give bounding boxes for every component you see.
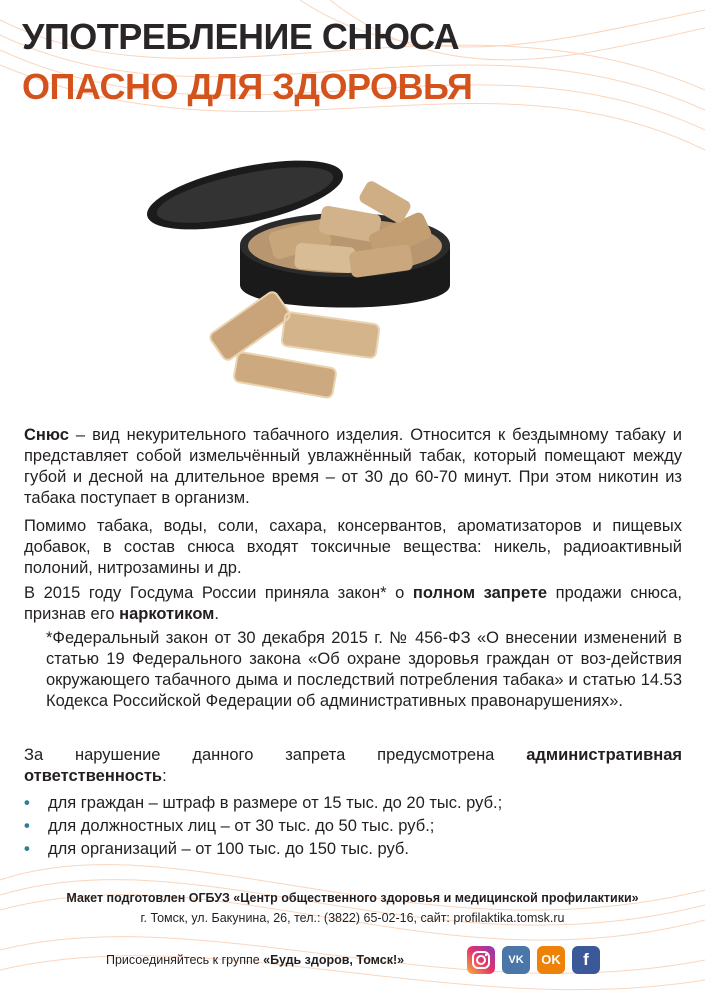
fines-list	[24, 792, 502, 861]
join-group-text: Присоединяйтесь к группе «Будь здоров, Томск!»	[106, 953, 405, 967]
footer-address: г. Томск, ул. Бакунина, 26, тел.: (3822) 65-02-16, сайт: profilaktika.tomsk.ru	[140, 911, 565, 925]
law-text-1: В 2015 году Госдума России приняла закон* о	[24, 584, 413, 602]
law-paragraph	[24, 583, 682, 625]
ingredients-paragraph: Помимо табака, воды, соли, сахара, консервантов, ароматизаторов и пищевых добавок, в состав снюса входят токсичные вещества: никель, радиоактивный полоний, нитрозамины и др.	[24, 517, 682, 577]
list-item: • для граждан – штраф в размере от 15 тыс. до 20 тыс. руб.;	[24, 792, 502, 815]
odnoklassniki-icon[interactable]: OK	[537, 946, 565, 974]
responsibility-paragraph	[24, 745, 682, 787]
footnote-paragraph: *Федеральный закон от 30 декабря 2015 г. № 456-ФЗ «О внесении изменений в статью 19 Федерального закона «Об охране здоровья граждан от воз-действия окружающего табачного дыма и последствий потребления табака» и статью 14.53 Кодекса Российской Федерации об административных правонарушениях».	[46, 629, 682, 710]
list-item: • для должностных лиц – от 30 тыс. до 50 тыс. руб.;	[24, 815, 502, 838]
responsibility-text-1: За нарушение данного запрета предусмотрена	[24, 746, 527, 764]
law-text-2: продажи снюса, признав его	[24, 584, 683, 623]
facebook-icon[interactable]: f	[572, 946, 600, 974]
footer-organization: Макет подготовлен ОГБУЗ «Центр общественного здоровья и медицинской профилактики»	[66, 891, 639, 905]
group-name: «Будь здоров, Томск!»	[263, 953, 405, 967]
law-text-3: .	[214, 605, 219, 623]
responsibility-text-2: :	[162, 767, 167, 785]
bullet-icon: •	[24, 817, 30, 835]
law-bold-ban: полном запрете	[412, 584, 548, 602]
title-line-1: УПОТРЕБЛЕНИЕ СНЮСА	[22, 16, 460, 57]
instagram-icon[interactable]	[467, 946, 495, 974]
snus-tin-illustration	[135, 150, 465, 410]
term-snus: Снюс	[24, 426, 69, 444]
intro-paragraph	[24, 425, 682, 509]
vk-icon[interactable]: VK	[502, 946, 530, 974]
list-item: • для организаций – от 100 тыс. до 150 тыс. руб.	[24, 838, 502, 861]
title-line-2: ОПАСНО ДЛЯ ЗДОРОВЬЯ	[22, 66, 473, 107]
law-bold-narcotic: наркотиком	[119, 605, 215, 623]
bullet-icon: •	[24, 840, 30, 858]
definition-text: – вид некурительного табачного изделия. Относится к бездымному табаку и представляет собой измельчённый увлажнённый табак, который помещают между губой и десной на длительное время – от 30 до 60-70 минут. При этом никотин из табака поступает в организм.	[24, 426, 682, 507]
responsibility-bold: административная ответственность	[24, 746, 682, 785]
bullet-icon: •	[24, 794, 30, 812]
